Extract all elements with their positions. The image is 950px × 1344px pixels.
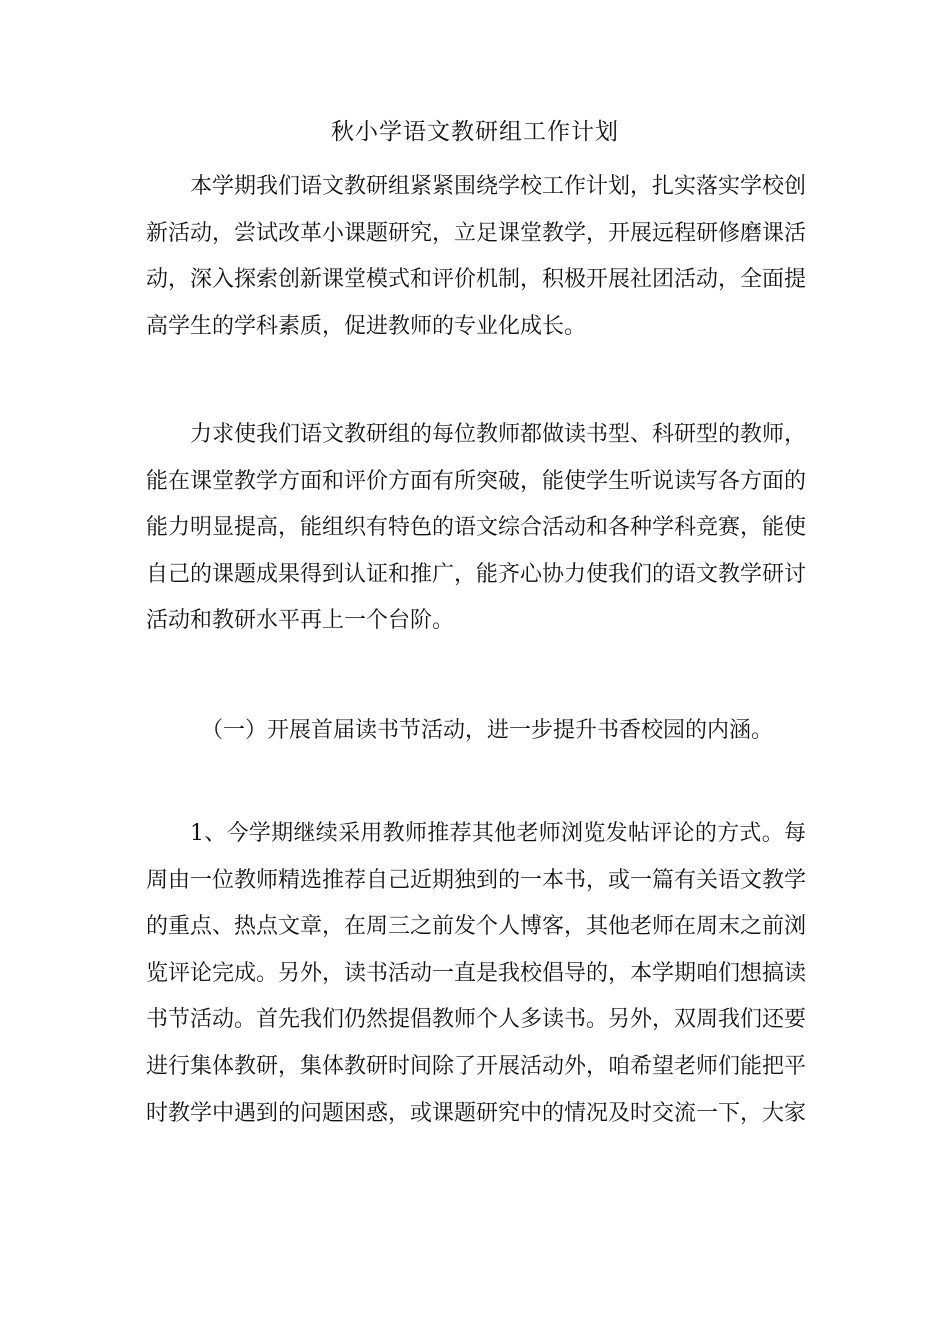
paragraph-item-1: 1、今学期继续采用教师推荐其他老师浏览发帖评论的方式。每周由一位教师精选推荐自己近期独到的一本书，或一篇有关语文教学的重点、热点文章，在周三之前发个人博客，其他老师在周末之前浏览评论完成。另外，读书活动一直是我校倡导的，本学期咱们想搞读书节活动。首先我们仍然提倡教师个人多读书。另外，双周我们还要进行集体教研，集体教研时间除了开展活动外，咱希望老师们能把平时教学中遇到的问题困惑，或课题研究中的情况及时交流一下，大家 — [146, 821, 807, 1126]
paragraph-intro: 本学期我们语文教研组紧紧围绕学校工作计划，扎实落实学校创新活动，尝试改革小课题研究，立足课堂教学，开展远程研修磨课活动，深入探索创新课堂模式和评价机制，积极开展社团活动，全面提高学生的学科素质，促进教师的专业化成长。 — [146, 174, 807, 339]
document-title: 秋小学语文教研组工作计划 — [331, 119, 619, 145]
section-heading-reading-festival: （一）开展首届读书节活动，进一步提升书香校园的内涵。 — [201, 718, 774, 743]
paragraph-goals: 力求使我们语文教研组的每位教师都做读书型、科研型的教师，能在课堂教学方面和评价方面有所突破，能使学生听说读写各方面的能力明显提高，能组织有特色的语文综合活动和各种学科竞赛，能使自己的课题成果得到认证和推广，能齐心协力使我们的语文教学研讨活动和教研水平再上一个台阶。 — [146, 422, 807, 634]
